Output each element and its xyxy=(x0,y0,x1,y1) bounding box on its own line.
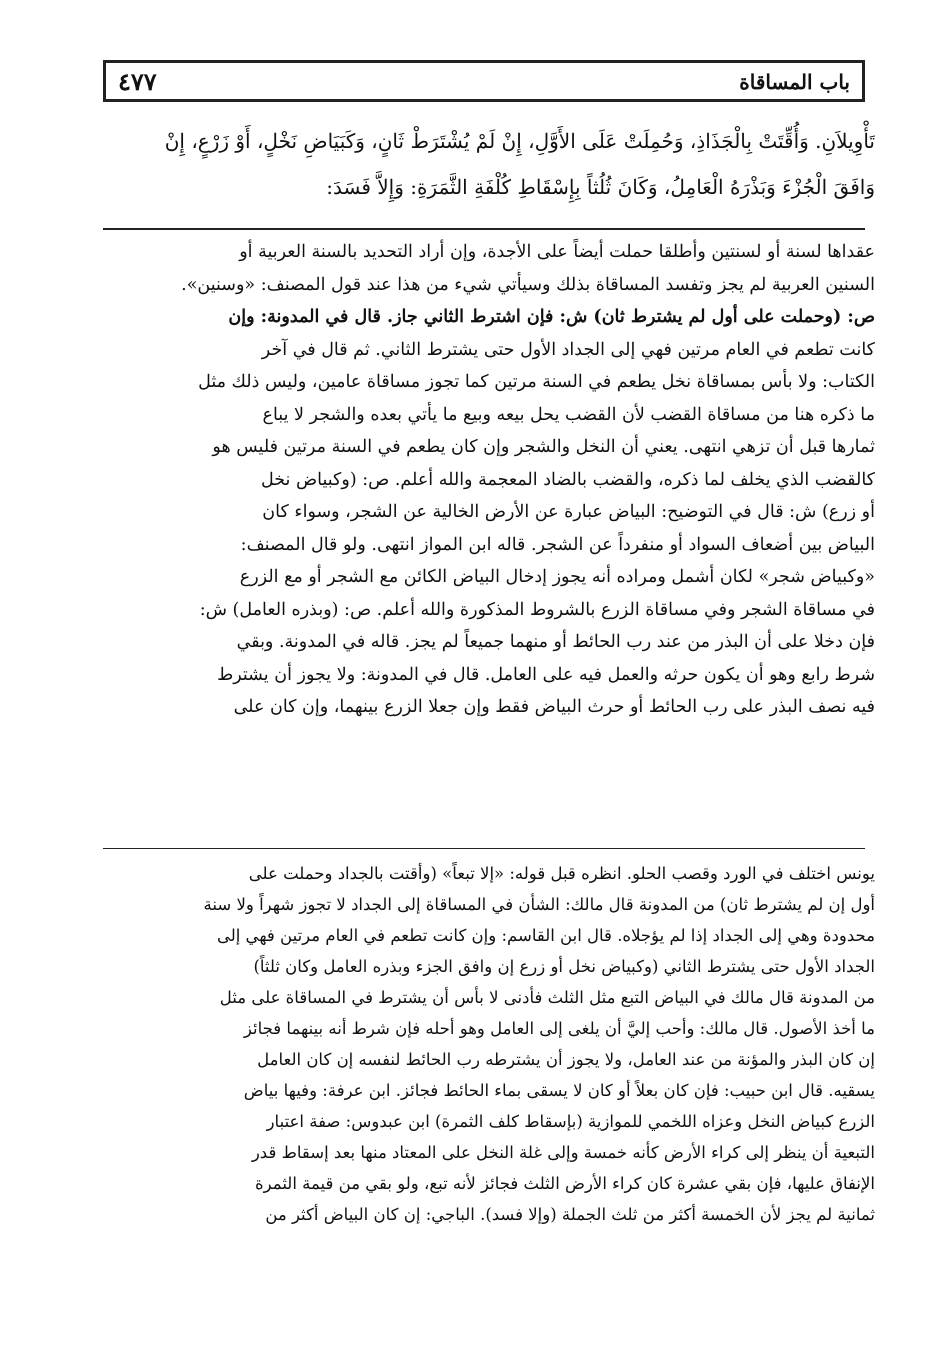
footnote-line: محدودة وهي إلى الجداد إذا لم يؤجلاه. قال ابن القاسم: وإن كانت تطعم في العام مرتين فهي إلى xyxy=(216,926,875,945)
footnote-line: الجداد الأول حتى يشترط الثاني (وكبياض نخل أو زرع إن وافق الجزء وبذره العامل وكان ثلثاً) xyxy=(253,957,875,976)
page-header xyxy=(103,60,865,102)
footnote-line: يسقيه. قال ابن حبيب: فإن كان بعلاً أو كان لا يسقى بماء الحائط فجائز. ابن عرفة: وفيها بياض xyxy=(243,1081,875,1100)
footnote-text xyxy=(95,858,875,1230)
commentary-line: السنين العربية لم يجز وتفسد المساقاة بذلك وسيأتي شيء من هذا عند قول المصنف: «وسنين». xyxy=(181,274,875,295)
matn-line: وَافَقَ الْجُزْءَ وَبَذْرَهُ الْعَامِلُ، وَكَانَ ثُلُثاً بِإِسْقَاطِ كُلْفَةِ الثَّمَرَةِ: وَإِلاَّ فَسَدَ: xyxy=(326,175,875,199)
commentary-line: فإن دخلا على أن البذر من عند رب الحائط أو منهما جميعاً لم يجز. قاله في المدونة. وبقي xyxy=(236,632,875,652)
commentary-line: كانت تطعم في العام مرتين فهي إلى الجداد الأول حتى يشترط الثاني. ثم قال في آخر xyxy=(261,339,875,360)
commentary-line: كالقضب الذي يخلف لما ذكره، والقضب بالضاد المعجمة والله أعلم. ص: (وكبياض نخل xyxy=(261,469,875,490)
commentary-line: فيه نصف البذر على رب الحائط أو حرث البياض فقط وإن جعلا الزرع بينهما، وإن كان على xyxy=(233,697,875,717)
commentary-line: ما ذكره هنا من مساقاة القضب لأن القضب يحل بيعه وبيع ما يأتي بعده والشجر لا يباع xyxy=(262,404,875,425)
main-text-divider xyxy=(103,228,865,230)
footnote-line: ثمانية لم يجز لأن الخمسة أكثر من ثلث الجملة (وإلا فسد). الباجي: إن كان البياض أكثر من xyxy=(265,1205,875,1224)
footnote-line: أول إن لم يشترط ثان) من المدونة قال مالك: الشأن في المساقاة إلى الجداد لا تجوز شهراً ولا سنة xyxy=(203,895,875,914)
commentary-line: في مساقاة الشجر وفي مساقاة الزرع بالشروط المذكورة والله أعلم. ص: (وبذره العامل) ش: xyxy=(199,599,875,620)
footnote-line: التبعية أن ينظر إلى كراء الأرض كأنه خمسة وإلى غلة النخل على المعتاد منها بعد إسقاط قدر xyxy=(251,1143,875,1162)
chapter-title: باب المساقاة xyxy=(739,70,850,94)
commentary-line: «وكبياض شجر» لكان أشمل ومراده أنه يجوز إدخال البياض الكائن مع الشجر أو مع الزرع xyxy=(239,567,875,587)
commentary-line: البياض بين أضعاف السواد أو منفرداً عن الشجر. قاله ابن المواز انتهى. ولو قال المصنف: xyxy=(240,534,875,555)
footnote-line: الإنفاق عليها، فإن بقي عشرة كان كراء الأرض الثلث فجائز لأنه تبع، ولو بقي من قيمة الثمرة xyxy=(255,1174,875,1193)
commentary-line: ص: (وحملت على أول لم يشترط ثان) ش: فإن اشترط الثاني جاز. قال في المدونة: وإن xyxy=(228,307,875,327)
commentary-line: شرط رابع وهو أن يكون حرثه والعمل فيه على العامل. قال في المدونة: ولا يجوز أن يشترط xyxy=(217,664,875,685)
page-number: ٤٧٧ xyxy=(118,67,157,96)
footnote-line: الزرع كبياض النخل وعزاه اللخمي للموازية (بإسقاط كلف الثمرة) ابن عبدوس: صفة اعتبار xyxy=(266,1112,875,1131)
footnote-line: من المدونة قال مالك في البياض التبع مثل الثلث فأدنى لا بأس أن يشترط في المساقاة على مثل xyxy=(219,988,875,1007)
commentary-line: عقداها لسنة أو لسنتين وأطلقا حملت أيضاً على الأجدة، وإن أراد التحديد بالسنة العربية أو xyxy=(239,242,875,262)
matn-line: تَأْوِيلاَنِ. وَأُقِّتَتْ بِالْجَذَاذِ، وَحُمِلَتْ عَلَى الأَوَّلِ، إِنْ لَمْ يُشْتَرَطْ ثَانٍ، وَكَبَيَاضِ نَخْلٍ، أَوْ زَرْعٍ، إِنْ xyxy=(164,129,875,153)
commentary-line: الكتاب: ولا بأس بمساقاة نخل يطعم في السنة مرتين كما تجوز مساقاة عامين، وليس ذلك مثل xyxy=(198,372,875,392)
main-text xyxy=(95,118,875,210)
commentary-text xyxy=(95,236,875,724)
footnote-line: إن كان البذر والمؤنة من عند العامل، ولا يجوز أن يشترطه رب الحائط لنفسه إن كان العامل xyxy=(257,1050,875,1069)
footnote-divider xyxy=(103,848,865,849)
commentary-line: أو زرع) ش: قال في التوضيح: البياض عبارة عن الأرض الخالية عن الشجر، وسواء كان xyxy=(262,502,875,522)
commentary-line: ثمارها قبل أن تزهي انتهى. يعني أن النخل والشجر وإن كان يطعم في السنة مرتين فليس هو xyxy=(212,437,875,457)
footnote-line: ما أخذ الأصول. قال مالك: وأحب إليَّ أن يلغى إلى العامل وهو أحله فإن شرط أنه بينهما فجائز xyxy=(243,1019,875,1038)
footnote-line: يونس اختلف في الورد وقصب الحلو. انظره قبل قوله: «إلا تبعاً» (وأقتت بالجداد وحملت على xyxy=(248,864,875,883)
